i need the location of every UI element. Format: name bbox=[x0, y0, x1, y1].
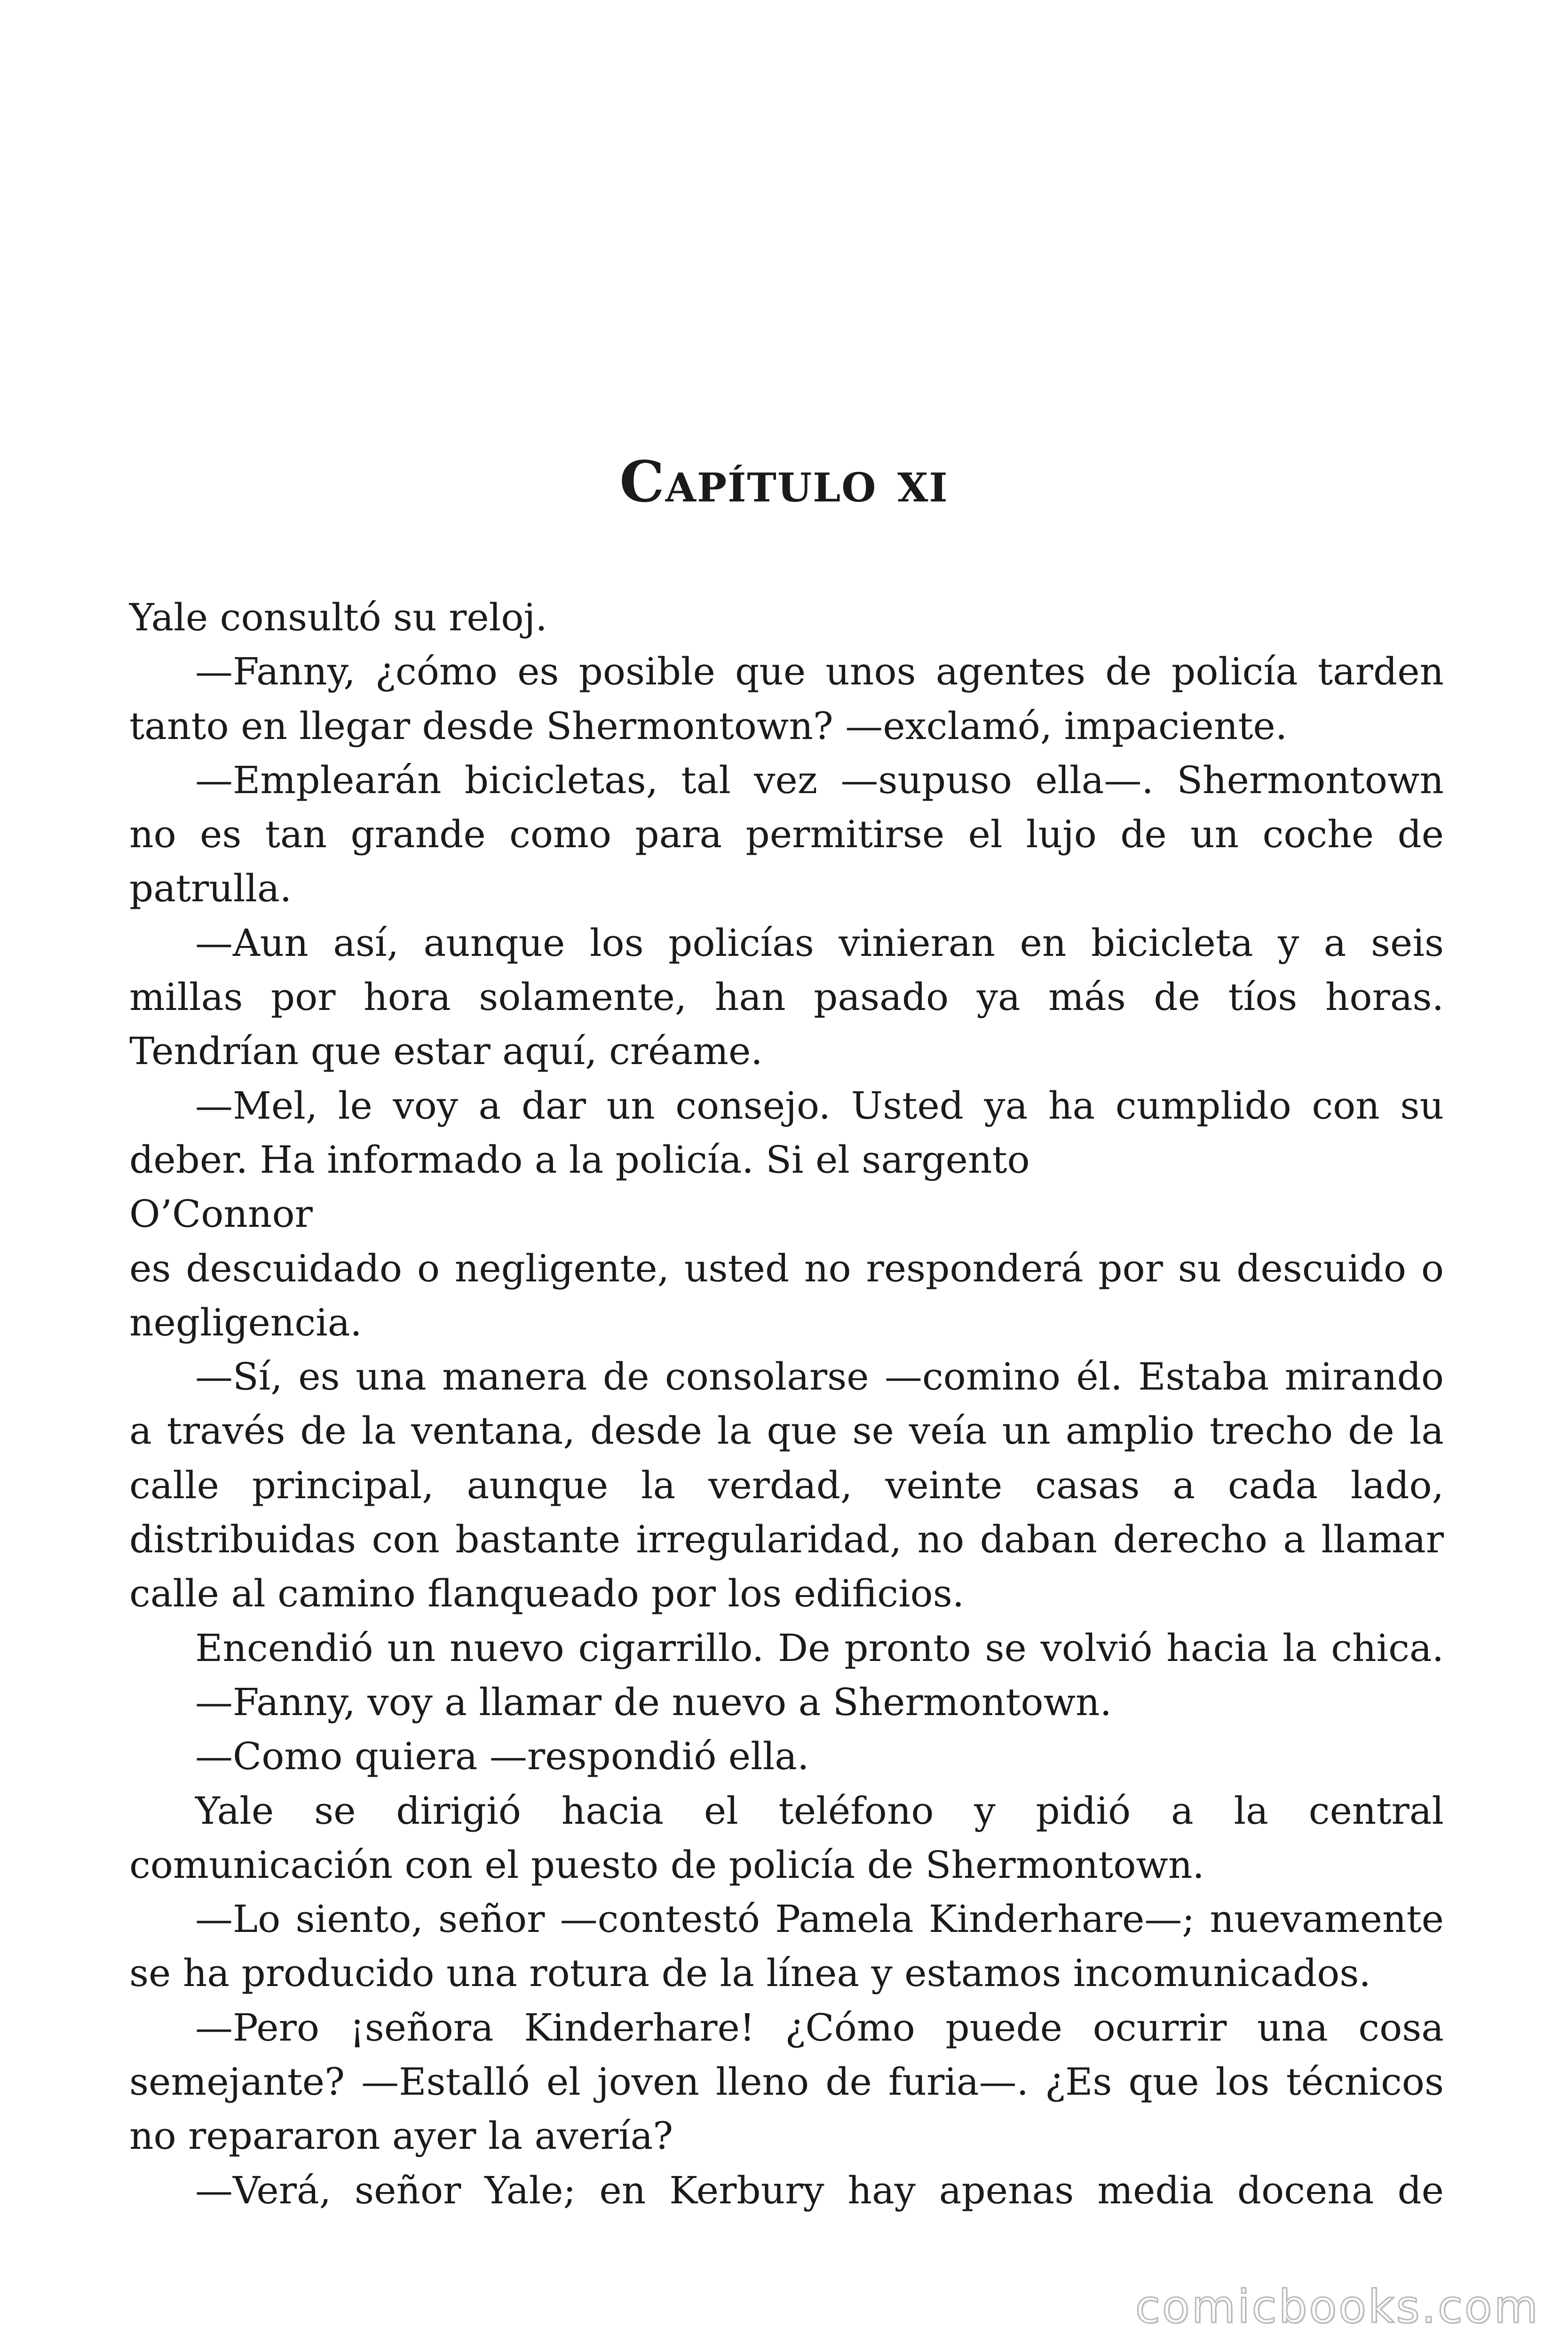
text-line: calle principal, aunque la verdad, veinte casas a cada lado, bbox=[129, 1463, 1444, 1507]
chapter-title: Capítulo xi bbox=[619, 449, 949, 515]
text-line: —Como quiera —respondió ella. bbox=[195, 1734, 809, 1779]
text-line: calle al camino flanqueado por los edificios. bbox=[129, 1572, 965, 1616]
text-line: distribuidas con bastante irregularidad, no daban derecho a llamar bbox=[129, 1518, 1444, 1562]
text-line: Yale se dirigió hacia el teléfono y pidió a la central bbox=[195, 1788, 1444, 1833]
text-line: —Pero ¡señora Kinderhare! ¿Cómo puede ocurrir una cosa bbox=[195, 2005, 1444, 2050]
text-line: semejante? —Estalló el joven lleno de furia—. ¿Es que los técnicos bbox=[129, 2060, 1444, 2104]
text-line: comunicación con el puesto de policía de Shermontown. bbox=[129, 1843, 1204, 1887]
text-line: —Lo siento, señor —contestó Pamela Kinderhare—; nuevamente bbox=[195, 1897, 1444, 1941]
text-line: —Verá, señor Yale; en Kerbury hay apenas media docena de bbox=[195, 2168, 1444, 2212]
text-line: tanto en llegar desde Shermontown? —exclamó, impaciente. bbox=[129, 704, 1288, 748]
text-line: Encendió un nuevo cigarrillo. De pronto se volvió hacia la chica. bbox=[195, 1626, 1444, 1670]
text-line: —Emplearán bicicletas, tal vez —supuso ella—. Shermontown bbox=[195, 758, 1444, 802]
text-line: —Fanny, ¿cómo es posible que unos agentes de policía tarden bbox=[195, 650, 1444, 694]
text-line: no repararon ayer la avería? bbox=[129, 2114, 673, 2158]
text-line: se ha producido una rotura de la línea y estamos incomunicados. bbox=[129, 1951, 1371, 1995]
watermark-logo: comicbooks.com bbox=[1135, 2280, 1540, 2333]
text-line: —Aun así, aunque los policías vinieran en bicicleta y a seis bbox=[195, 921, 1444, 965]
text-line: patrulla. bbox=[129, 866, 292, 911]
text-line: es descuidado o negligente, usted no responderá por su descuido o bbox=[129, 1246, 1444, 1290]
chapter-body bbox=[129, 590, 1444, 2217]
text-line: millas por hora solamente, han pasado ya más de tíos horas. bbox=[129, 975, 1444, 1019]
text-line: —Sí, es una manera de consolarse —comino él. Estaba mirando bbox=[195, 1355, 1444, 1399]
text-line: —Fanny, voy a llamar de nuevo a Shermontown. bbox=[195, 1680, 1112, 1724]
text-line: no es tan grande como para permitirse el lujo de un coche de bbox=[129, 812, 1444, 857]
text-line: Yale consultó su reloj. bbox=[129, 596, 547, 639]
text-line: negligencia. bbox=[129, 1300, 362, 1344]
text-line: O’Connor bbox=[129, 1192, 313, 1236]
text-line: —Mel, le voy a dar un consejo. Usted ya ha cumplido con su bbox=[195, 1083, 1444, 1128]
text-line: deber. Ha informado a la policía. Si el sargento bbox=[129, 1137, 1030, 1182]
text-line: a través de la ventana, desde la que se veía un amplio trecho de la bbox=[129, 1409, 1444, 1453]
text-line: Tendrían que estar aquí, créame. bbox=[129, 1029, 763, 1073]
